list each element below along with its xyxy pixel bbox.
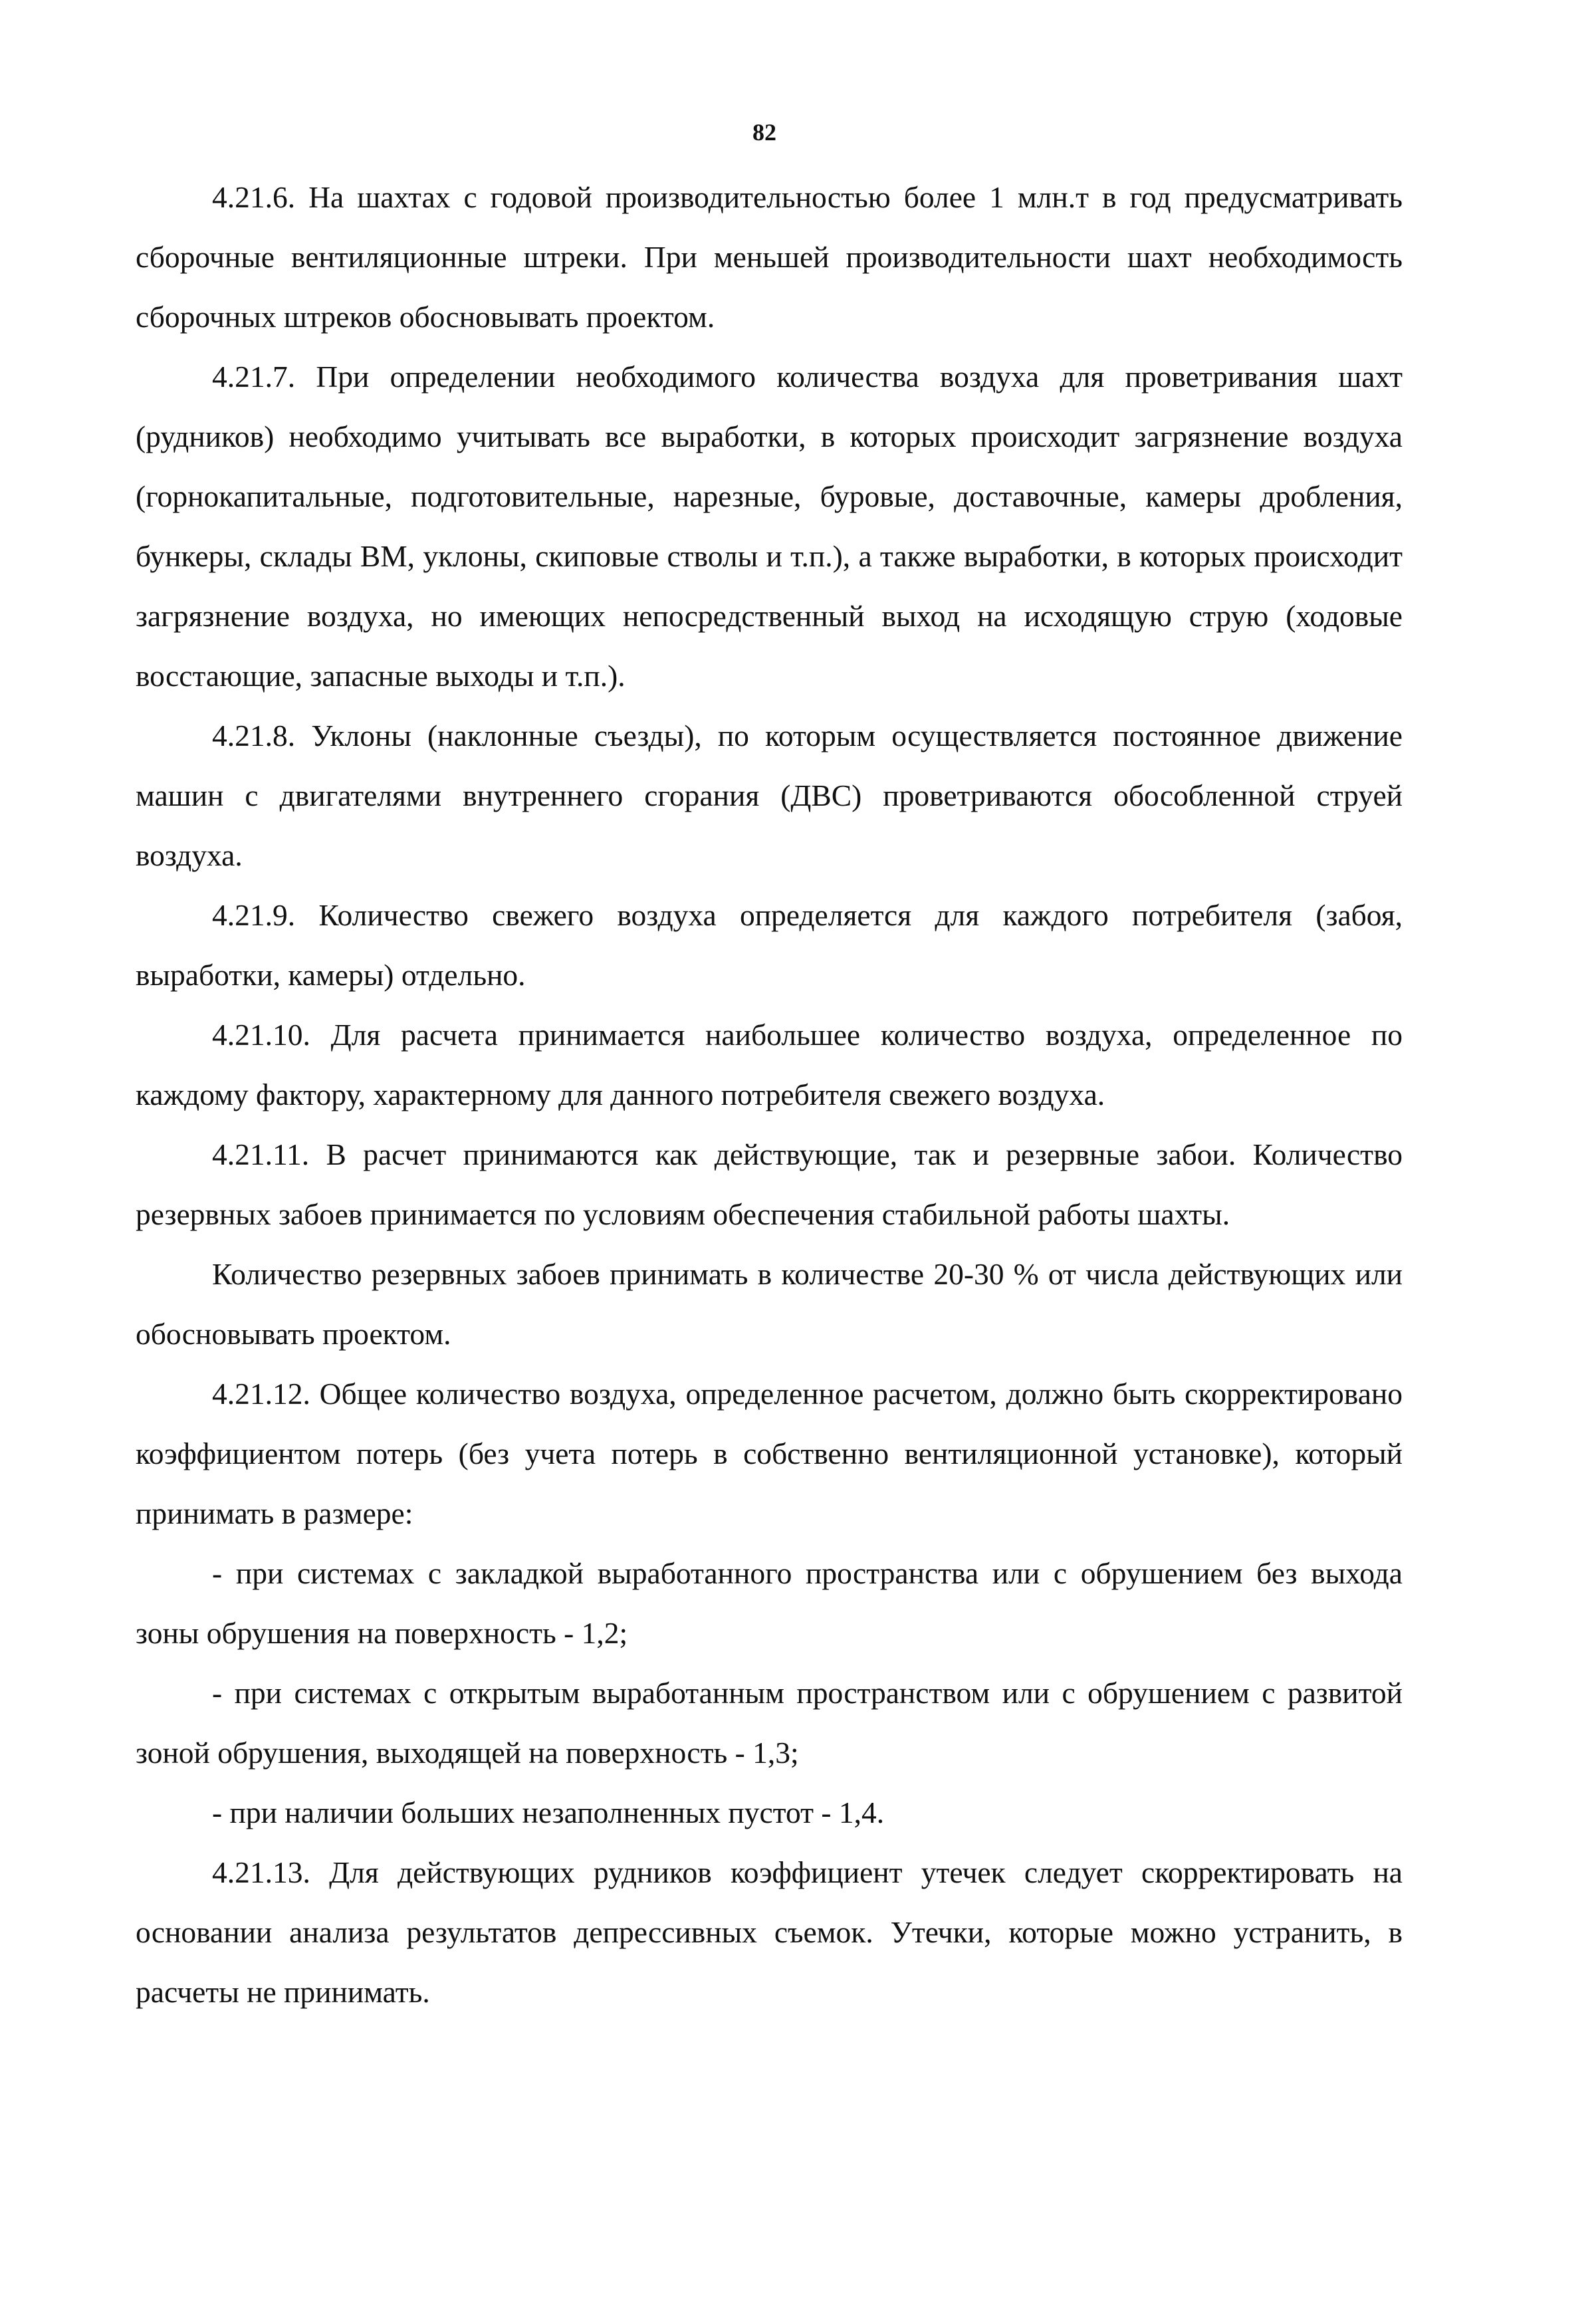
- document-body: [136, 168, 1403, 2022]
- list-item-loss-factor-1-3: - при системах с открытым выработанным пространством или с обрушением с развитой зоной обрушения, выходящей на поверхность - 1,3;: [136, 1676, 1403, 1770]
- list-item-loss-factor-1-2: - при системах с закладкой выработанного пространства или с обрушением без выхода зоны обрушения на поверхность - 1,2;: [136, 1556, 1403, 1650]
- list-item-loss-factor-1-4: - при наличии больших незаполненных пустот - 1,4.: [212, 1796, 885, 1829]
- paragraph-4-21-12: 4.21.12. Общее количество воздуха, определенное расчетом, должно быть скорректировано коэффициентом потерь (без учета потерь в собственно вентиляционной установке), который принимать в размере:: [136, 1377, 1403, 1530]
- paragraph-reserve-faces: Количество резервных забоев принимать в количестве 20-30 % от числа действующих или обосновывать проектом.: [136, 1257, 1403, 1351]
- paragraph-4-21-9: 4.21.9. Количество свежего воздуха определяется для каждого потребителя (забоя, выработки, камеры) отдельно.: [136, 898, 1403, 992]
- paragraph-4-21-6: 4.21.6. На шахтах с годовой производительностью более 1 млн.т в год предусматривать сборочные вентиляционные штреки. При меньшей производительности шахт необходимость сборочных штреков обосновывать проектом.: [136, 180, 1403, 334]
- paragraph-4-21-13: 4.21.13. Для действующих рудников коэффициент утечек следует скорректировать на основании анализа результатов депрессивных съемок. Утечки, которые можно устранить, в расчеты не принимать.: [136, 1855, 1403, 2009]
- paragraph-4-21-8: 4.21.8. Уклоны (наклонные съезды), по которым осуществляется постоянное движение машин с двигателями внутреннего сгорания (ДВС) проветриваются обособленной струей воздуха.: [136, 719, 1403, 872]
- page-number: 82: [752, 119, 776, 146]
- paragraph-4-21-10: 4.21.10. Для расчета принимается наибольшее количество воздуха, определенное по каждому фактору, характерному для данного потребителя свежего воздуха.: [136, 1018, 1403, 1111]
- paragraph-4-21-7: 4.21.7. При определении необходимого количества воздуха для проветривания шахт (рудников) необходимо учитывать все выработки, в которых происходит загрязнение воздуха (горнокапитальные, подготовительные, нарезные, буровые, доставочные, камеры дробления, бункеры, склады ВМ, уклоны, скиповые стволы и т.п.), а также выработки, в которых происходит загрязнение воздуха, но имеющих непосредственный выход на исходящую струю (ходовые восстающие, запасные выходы и т.п.).: [136, 360, 1403, 693]
- paragraph-4-21-11: 4.21.11. В расчет принимаются как действующие, так и резервные забои. Количество резервных забоев принимается по условиям обеспечения стабильной работы шахты.: [136, 1137, 1403, 1231]
